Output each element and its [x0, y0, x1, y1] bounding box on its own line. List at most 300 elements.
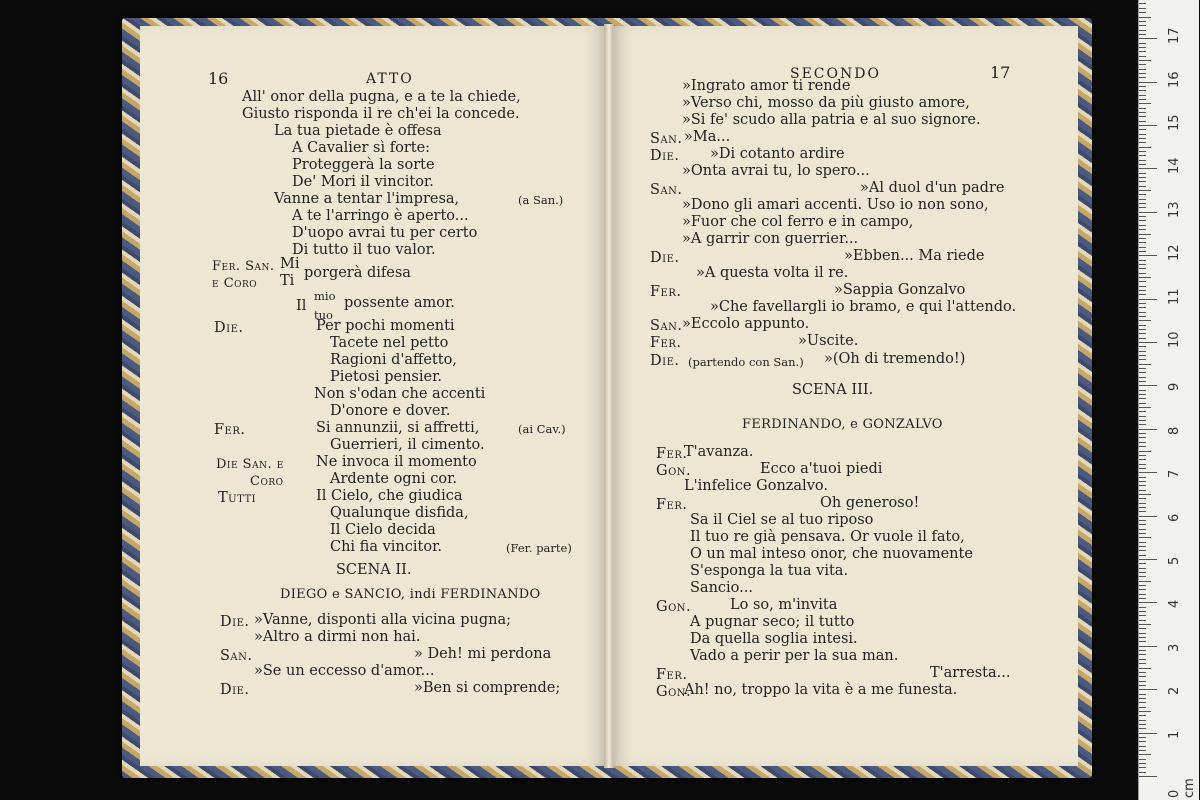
speaker-label: Die.	[650, 353, 680, 369]
ruler-tick	[1139, 472, 1157, 473]
ruler-label: 10	[1167, 331, 1182, 348]
ruler-tick	[1139, 529, 1146, 530]
ruler-tick	[1139, 589, 1146, 590]
speaker-label: Die.	[214, 320, 244, 336]
verse-line: Mi	[280, 256, 300, 272]
dialogue-line: »Di cotanto ardire	[710, 146, 845, 162]
ruler-label: 7	[1167, 469, 1182, 479]
ruler-tick	[1139, 216, 1146, 217]
stage-direction: (a San.)	[518, 193, 564, 207]
verse-line: La tua pietade è offesa	[274, 123, 442, 139]
ruler-tick	[1139, 520, 1146, 521]
ruler-tick	[1139, 442, 1146, 443]
ruler-tick	[1139, 641, 1146, 642]
ruler-tick	[1139, 116, 1146, 117]
dialogue-line: »Se un eccesso d'amor...	[254, 663, 435, 679]
scene-characters: FERDINANDO, e GONZALVO	[742, 417, 943, 432]
verse-line: Per pochi momenti	[316, 318, 455, 334]
ruler-tick	[1139, 763, 1146, 764]
ruler-tick	[1139, 203, 1146, 204]
speaker-label: Fer. San.	[212, 259, 275, 274]
speaker-label: Fer.	[656, 667, 688, 683]
ruler-tick	[1139, 411, 1146, 412]
verse-line: All' onor della pugna, e a te la chiede,	[242, 89, 521, 105]
ruler-tick	[1139, 299, 1157, 300]
ruler-tick	[1139, 741, 1146, 742]
dialogue-line: »(Oh di tremendo!)	[824, 351, 966, 367]
ruler-tick	[1139, 546, 1146, 547]
ruler-tick	[1139, 668, 1151, 669]
dialogue-line: »Che favellargli io bramo, e qui l'attendo.	[710, 299, 1017, 315]
ruler-tick	[1139, 125, 1157, 126]
ruler-tick	[1139, 494, 1151, 495]
verse-line: Ardente ogni cor.	[330, 471, 458, 487]
ruler-tick	[1139, 225, 1146, 226]
ruler-tick	[1139, 207, 1146, 208]
ruler-tick	[1139, 103, 1151, 104]
ruler-tick	[1139, 477, 1146, 478]
ruler-tick	[1139, 43, 1146, 44]
ruler-tick	[1139, 485, 1146, 486]
dialogue-line: L'infelice Gonzalvo.	[684, 478, 828, 494]
verse-line: Pietosi pensier.	[330, 369, 443, 385]
ruler-tick	[1139, 351, 1146, 352]
ruler-tick	[1139, 77, 1146, 78]
speaker-label: San.	[650, 182, 683, 198]
ruler-tick	[1139, 568, 1146, 569]
speaker-label: Fer.	[650, 335, 682, 351]
ruler-tick	[1139, 247, 1146, 248]
ruler-tick	[1139, 69, 1146, 70]
ruler-tick	[1139, 724, 1146, 725]
ruler-tick	[1139, 377, 1146, 378]
ruler-tick	[1139, 459, 1146, 460]
ruler-tick	[1139, 507, 1146, 508]
ruler-tick	[1139, 30, 1146, 31]
ruler-tick	[1139, 672, 1146, 673]
ruler-tick	[1139, 121, 1146, 122]
ruler-tick	[1139, 56, 1146, 57]
ruler-tick	[1139, 151, 1146, 152]
ruler-tick	[1139, 220, 1146, 221]
ruler-tick	[1139, 446, 1146, 447]
ruler-tick	[1139, 82, 1157, 83]
ruler-tick	[1139, 650, 1146, 651]
ruler-tick	[1139, 702, 1146, 703]
speaker-label: Die.	[650, 250, 680, 266]
speaker-label: e Coro	[212, 276, 258, 291]
ruler-tick	[1139, 268, 1146, 269]
ruler-tick	[1139, 416, 1146, 417]
dialogue-line: Ah! no, troppo la vita è a me funesta.	[684, 682, 958, 698]
ruler-tick	[1139, 398, 1146, 399]
verse-line: tuo	[314, 308, 333, 322]
dialogue-line: »Eccolo appunto.	[682, 316, 810, 332]
ruler-tick	[1139, 307, 1146, 308]
verse-line: Di tutto il tuo valor.	[292, 242, 436, 258]
ruler-tick	[1139, 316, 1146, 317]
ruler-label: 15	[1167, 114, 1182, 131]
dialogue-line: »Uscite.	[798, 333, 859, 349]
dialogue-line: T'avanza.	[684, 444, 754, 460]
ruler-tick	[1139, 168, 1157, 169]
ruler-tick	[1139, 320, 1151, 321]
dialogue-line: A pugnar seco; il tutto	[690, 614, 855, 630]
ruler-label: 14	[1167, 157, 1182, 175]
ruler-tick	[1139, 498, 1146, 499]
stage-direction: (ai Cav.)	[518, 422, 566, 436]
verse-line: Giusto risponda il re ch'ei la concede.	[242, 106, 520, 122]
ruler-tick	[1139, 464, 1146, 465]
ruler-tick	[1139, 138, 1146, 139]
ruler-tick	[1139, 47, 1146, 48]
speaker-label: Gon.	[656, 599, 692, 615]
ruler-tick	[1139, 173, 1146, 174]
verse-line: A te l'arringo è aperto...	[292, 208, 469, 224]
ruler-tick	[1139, 455, 1146, 456]
ruler-tick	[1139, 194, 1146, 195]
dialogue-line: Da quella soglia intesi.	[690, 631, 858, 647]
ruler-tick	[1139, 542, 1146, 543]
speaker-label: Coro	[250, 474, 284, 489]
dialogue-line: »Sappia Gonzalvo	[834, 282, 966, 298]
ruler-tick	[1139, 654, 1146, 655]
ruler-tick	[1139, 676, 1146, 677]
ruler-tick	[1139, 346, 1146, 347]
measuring-ruler	[1138, 0, 1199, 800]
ruler-tick	[1139, 754, 1151, 755]
ruler-label: 17	[1167, 27, 1182, 45]
ruler-tick	[1139, 129, 1146, 130]
ruler-tick	[1139, 581, 1151, 582]
scene-characters: DIEGO e SANCIO, indi FERDINANDO	[280, 587, 541, 602]
ruler-tick	[1139, 234, 1151, 235]
ruler-tick	[1139, 737, 1146, 738]
verse-line: Il Cielo decida	[330, 522, 436, 538]
verse-line: possente amor.	[344, 295, 455, 311]
ruler-tick	[1139, 372, 1146, 373]
ruler-tick	[1139, 407, 1151, 408]
dialogue-line: »Fuor che col ferro e in campo,	[682, 214, 914, 230]
ruler-tick	[1139, 3, 1146, 4]
ruler-tick	[1139, 533, 1146, 534]
verse-line: Tacete nel petto	[330, 335, 449, 351]
ruler-tick	[1139, 385, 1157, 386]
ruler-tick	[1139, 260, 1146, 261]
ruler-tick	[1139, 767, 1146, 768]
scene-title: SCENA II.	[336, 562, 412, 578]
scene-title: SCENA III.	[792, 382, 874, 398]
verse-line: Qualunque disfida,	[330, 505, 469, 521]
dialogue-line: »Si fe' scudo alla patria e al suo signore.	[682, 112, 981, 128]
dialogue-line: S'esponga la tua vita.	[690, 563, 849, 579]
ruler-tick	[1139, 720, 1146, 721]
left-page	[140, 26, 606, 766]
ruler-tick	[1139, 637, 1146, 638]
ruler-tick	[1139, 8, 1146, 9]
ruler-tick	[1139, 403, 1146, 404]
ruler-tick	[1139, 537, 1151, 538]
ruler-tick	[1139, 685, 1146, 686]
ruler-tick	[1139, 90, 1146, 91]
speaker-label: Gon.	[656, 684, 692, 700]
ruler-tick	[1139, 759, 1146, 760]
speaker-label: Tutti	[218, 490, 257, 506]
speaker-label: Fer.	[650, 284, 682, 300]
ruler-tick	[1139, 325, 1146, 326]
ruler-tick	[1139, 424, 1146, 425]
ruler-tick	[1139, 134, 1146, 135]
verse-line: Ne invoca il momento	[316, 454, 477, 470]
dialogue-line: Il tuo re già pensava. Or vuole il fato,	[690, 529, 965, 545]
ruler-tick	[1139, 715, 1146, 716]
dialogue-line: Oh generoso!	[820, 495, 920, 511]
ruler-tick	[1139, 663, 1146, 664]
ruler-tick	[1139, 190, 1151, 191]
ruler-tick	[1139, 437, 1146, 438]
verse-line: Chi fia vincitor.	[330, 539, 443, 555]
ruler-label: 0 cm	[1167, 778, 1197, 798]
ruler-label: 5	[1167, 556, 1182, 565]
ruler-label: 8	[1167, 426, 1182, 435]
ruler-tick	[1139, 572, 1146, 573]
verse-line: D'onore e dover.	[330, 403, 451, 419]
verse-line: mio	[314, 289, 336, 303]
dialogue-line: »Verso chi, mosso da più giusto amore,	[682, 95, 970, 111]
ruler-tick	[1139, 381, 1146, 382]
ruler-label: 9	[1167, 383, 1182, 392]
ruler-tick	[1139, 303, 1146, 304]
ruler-tick	[1139, 17, 1151, 18]
ruler-tick	[1139, 199, 1146, 200]
ruler-tick	[1139, 646, 1157, 647]
dialogue-line: »Dono gli amari accenti. Uso io non sono,	[682, 197, 989, 213]
ruler-tick	[1139, 251, 1146, 252]
ruler-tick	[1139, 238, 1146, 239]
ruler-tick	[1139, 594, 1146, 595]
ruler-tick	[1139, 559, 1157, 560]
dialogue-line: Sancio...	[690, 580, 753, 596]
ruler-tick	[1139, 95, 1146, 96]
ruler-tick	[1139, 242, 1146, 243]
ruler-tick	[1139, 21, 1146, 22]
ruler-tick	[1139, 503, 1146, 504]
dialogue-line: »Ingrato amor ti rende	[682, 78, 851, 94]
dialogue-line: »Vanne, disponti alla vicina pugna;	[254, 612, 512, 628]
ruler-tick	[1139, 364, 1151, 365]
ruler-tick	[1139, 776, 1157, 777]
ruler-tick	[1139, 598, 1146, 599]
ruler-tick	[1139, 681, 1146, 682]
ruler-tick	[1139, 142, 1146, 143]
verse-line: Guerrieri, il cimento.	[330, 437, 485, 453]
verse-line: Ti	[280, 273, 295, 289]
running-head: ATTO	[366, 71, 414, 87]
dialogue-line: Lo so, m'invita	[730, 597, 838, 613]
ruler-tick	[1139, 64, 1146, 65]
verse-line: De' Mori il vincitor.	[292, 174, 434, 190]
ruler-tick	[1139, 12, 1146, 13]
verse-line: porgerà difesa	[304, 265, 411, 281]
ruler-tick	[1139, 177, 1146, 178]
ruler-tick	[1139, 229, 1146, 230]
ruler-tick	[1139, 147, 1151, 148]
ruler-tick	[1139, 451, 1151, 452]
ruler-tick	[1139, 620, 1146, 621]
speaker-label: San.	[220, 648, 253, 664]
ruler-tick	[1139, 468, 1146, 469]
stage-direction: (partendo con San.)	[688, 355, 804, 369]
page-number: 17	[990, 63, 1011, 82]
dialogue-line: »Ma...	[684, 129, 731, 145]
ruler-tick	[1139, 689, 1157, 690]
verse-line: Il	[296, 298, 307, 314]
right-page	[612, 26, 1078, 766]
ruler-tick	[1139, 659, 1146, 660]
ruler-tick	[1139, 99, 1146, 100]
dialogue-line: Vado a perir per la sua man.	[690, 648, 899, 664]
ruler-tick	[1139, 550, 1146, 551]
speaker-label: Fer.	[656, 497, 688, 513]
verse-line: Non s'odan che accenti	[314, 386, 486, 402]
dialogue-line: Ecco a'tuoi piedi	[760, 461, 883, 477]
ruler-label: 6	[1167, 513, 1182, 522]
ruler-label: 3	[1167, 643, 1182, 652]
verse-line: Vanne a tentar l'impresa,	[274, 191, 460, 207]
verse-line: D'uopo avrai tu per certo	[292, 225, 478, 241]
ruler-label: 11	[1167, 288, 1182, 305]
ruler-tick	[1139, 277, 1151, 278]
dialogue-line: »A garrir con guerrier...	[682, 231, 859, 247]
dialogue-line: »Al duol d'un padre	[860, 180, 1005, 196]
ruler-tick	[1139, 355, 1146, 356]
ruler-tick	[1139, 624, 1151, 625]
ruler-tick	[1139, 728, 1146, 729]
ruler-tick	[1139, 633, 1146, 634]
ruler-tick	[1139, 359, 1146, 360]
dialogue-line: T'arresta...	[930, 665, 1011, 681]
ruler-tick	[1139, 181, 1146, 182]
ruler-tick	[1139, 746, 1146, 747]
dialogue-line: »Ebben... Ma riede	[844, 248, 985, 264]
ruler-tick	[1139, 433, 1146, 434]
ruler-tick	[1139, 490, 1146, 491]
speaker-label: Die.	[220, 614, 250, 630]
ruler-tick	[1139, 772, 1146, 773]
ruler-tick	[1139, 160, 1146, 161]
ruler-tick	[1139, 155, 1146, 156]
ruler-tick	[1139, 524, 1146, 525]
ruler-tick	[1139, 34, 1146, 35]
ruler-label: 4	[1167, 600, 1182, 609]
ruler-tick	[1139, 255, 1157, 256]
ruler-tick	[1139, 750, 1146, 751]
ruler-tick	[1139, 516, 1157, 517]
ruler-tick	[1139, 312, 1146, 313]
speaker-label: Die San. e	[216, 457, 284, 472]
verse-line: A Cavalier sì forte:	[292, 140, 431, 156]
ruler-tick	[1139, 286, 1146, 287]
page-number: 16	[208, 69, 229, 88]
ruler-tick	[1139, 342, 1157, 343]
ruler-tick	[1139, 555, 1146, 556]
speaker-label: San.	[650, 131, 683, 147]
verse-line: Proteggerà la sorte	[292, 157, 435, 173]
ruler-tick	[1139, 329, 1146, 330]
verse-line: Si annunzii, si affretti,	[316, 420, 480, 436]
ruler-tick	[1139, 164, 1146, 165]
ruler-tick	[1139, 481, 1146, 482]
ruler-tick	[1139, 273, 1146, 274]
ruler-tick	[1139, 60, 1151, 61]
ruler-tick	[1139, 25, 1146, 26]
speaker-label: Die.	[220, 682, 250, 698]
ruler-tick	[1139, 212, 1157, 213]
ruler-tick	[1139, 108, 1146, 109]
ruler-tick	[1139, 38, 1157, 39]
speaker-label: Fer.	[656, 446, 688, 462]
ruler-tick	[1139, 711, 1151, 712]
ruler-tick	[1139, 264, 1146, 265]
ruler-tick	[1139, 333, 1146, 334]
speaker-label: Fer.	[214, 422, 246, 438]
ruler-label: 16	[1167, 71, 1182, 88]
ruler-tick	[1139, 86, 1146, 87]
ruler-tick	[1139, 73, 1146, 74]
dialogue-line: »Ben si comprende;	[414, 680, 561, 696]
dialogue-line: Sa il Ciel se al tuo riposo	[690, 512, 874, 528]
ruler-tick	[1139, 615, 1146, 616]
ruler-tick	[1139, 602, 1157, 603]
ruler-tick	[1139, 698, 1146, 699]
ruler-tick	[1139, 294, 1146, 295]
ruler-tick	[1139, 420, 1146, 421]
ruler-tick	[1139, 628, 1146, 629]
verse-line: Ragioni d'affetto,	[330, 352, 457, 368]
ruler-label: 2	[1167, 686, 1182, 696]
ruler-tick	[1139, 563, 1146, 564]
speaker-label: Die.	[650, 148, 680, 164]
ruler-label: 1	[1167, 730, 1182, 739]
speaker-label: San.	[650, 318, 683, 334]
ruler-tick	[1139, 585, 1146, 586]
running-head: SECONDO	[790, 66, 881, 82]
speaker-label: Gon.	[656, 463, 692, 479]
ruler-tick	[1139, 51, 1146, 52]
ruler-tick	[1139, 338, 1146, 339]
dialogue-line: » Deh! mi perdona	[414, 646, 552, 662]
dialogue-line: O un mal inteso onor, che nuovamente	[690, 546, 973, 562]
verse-line: Il Cielo, che giudica	[316, 488, 463, 504]
ruler-tick	[1139, 707, 1146, 708]
ruler-tick	[1139, 733, 1157, 734]
dialogue-line: »Onta avrai tu, lo spero...	[682, 163, 870, 179]
stage-direction: (Fer. parte)	[506, 541, 572, 555]
ruler-tick	[1139, 390, 1146, 391]
ruler-label: 12	[1167, 244, 1182, 262]
ruler-tick	[1139, 511, 1146, 512]
ruler-label: 13	[1167, 201, 1182, 218]
ruler-tick	[1139, 368, 1146, 369]
ruler-tick	[1139, 694, 1146, 695]
ruler-tick	[1139, 611, 1146, 612]
ruler-tick	[1139, 281, 1146, 282]
dialogue-line: »Altro a dirmi non hai.	[254, 629, 421, 645]
ruler-tick	[1139, 186, 1146, 187]
ruler-tick	[1139, 429, 1157, 430]
ruler-tick	[1139, 607, 1146, 608]
ruler-tick	[1139, 290, 1146, 291]
